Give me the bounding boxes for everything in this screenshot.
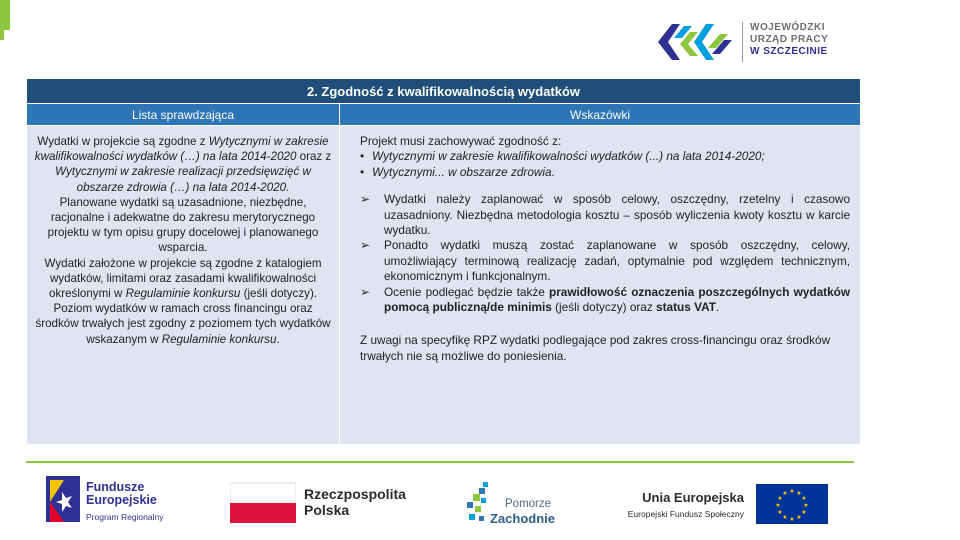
svg-text:★: ★	[777, 509, 783, 516]
hints-arrow-item	[360, 238, 850, 284]
checklist-paragraph: Planowane wydatki są uzasadnione, niezbędne, racjonalne i adekwatne do zakresu merytorycznego projektu w tym opisu grupy docelowej i planowanego wsparcia.	[47, 195, 319, 255]
wup-logo	[650, 14, 860, 70]
pz-mark-icon	[463, 480, 493, 528]
fe-subtitle: Program Regionalny	[86, 512, 164, 522]
eu-title-line: Unia Europejska	[642, 490, 744, 505]
polish-flag-icon	[230, 481, 296, 525]
text: Wydatki założone w projekcie są zgodne z katalogiem wydatków, limitami oraz zasadami kwalifikowalności określonymi w	[44, 256, 322, 301]
text: .	[276, 332, 280, 346]
checklist-paragraph	[33, 134, 333, 195]
svg-text:★: ★	[796, 490, 802, 497]
text: Poziom wydatków w ramach cross financingu oraz środków trwałych jest zgodny z poziomem tych wydatków wskazanym w	[35, 302, 331, 346]
rp-title	[304, 486, 406, 518]
hints-arrow-item	[360, 285, 850, 316]
checklist-table	[26, 78, 861, 445]
table-title: 2. Zgodność z kwalifikowalnością wydatków	[27, 79, 861, 104]
arrow-bullet-icon: ➢	[360, 284, 370, 299]
rp-title-line: Rzeczpospolita	[304, 486, 406, 502]
text-italic: Wytycznymi w zakresie realizacji przedsięwzięć w obszarze zdrowia (…) na lata 2014-2020.	[55, 165, 311, 194]
hints-arrow-item	[360, 192, 850, 238]
fe-title-line: Fundusze	[86, 480, 145, 494]
svg-text:★: ★	[789, 488, 795, 495]
svg-text:★: ★	[777, 495, 783, 502]
wup-logo-mark-icon	[650, 14, 740, 70]
wup-logo-text	[750, 22, 828, 58]
checklist-paragraph	[33, 301, 333, 347]
text-bold: status VAT	[656, 300, 716, 315]
wup-logo-line: W SZCZECINIE	[750, 46, 828, 57]
eu-flag-icon	[756, 484, 828, 524]
column-header-hints: Wskazówki	[340, 104, 861, 126]
hints-outro: Z uwagi na specyfikę RPZ wydatki podlegające pod zakres cross-financingu oraz środków trwałych nie są możliwe do poniesienia.	[360, 333, 831, 363]
svg-text:★: ★	[801, 495, 807, 502]
hints-bullet	[360, 149, 850, 164]
rp-title-line: Polska	[304, 502, 350, 518]
text-italic: Regulaminie konkursu	[161, 332, 277, 346]
fundusze-europejskie-logo	[44, 472, 184, 530]
rzeczpospolita-polska-logo	[230, 481, 430, 527]
svg-text:★: ★	[801, 509, 807, 516]
column-header-checklist: Lista sprawdzająca	[27, 104, 340, 126]
text-italic: Regulaminie konkursu	[125, 287, 241, 301]
text: Wydatki w projekcie są zgodne z	[37, 135, 209, 148]
accent-bar-small	[0, 30, 4, 40]
pz-title-line: Pomorze	[505, 498, 552, 510]
svg-text:★: ★	[782, 490, 788, 497]
text-italic: Wytycznymi... w obszarze zdrowia.	[372, 164, 555, 179]
text: Ponadto wydatki muszą zostać zaplanowane w sposób oszczędny, celowy, umożliwiający terminową realizację zadań, optymalnie pod względem technicznym, ekonomicznym i funkcjonalnym.	[384, 238, 851, 284]
text: Wydatki należy zaplanować w sposób celowy, oszczędny, rzetelny i czasowo uzasadniony. Niezbędna metodologia kosztu – sposób wyliczenia kwoty kosztu w karcie wydatku.	[384, 192, 851, 238]
svg-text:★: ★	[782, 514, 788, 521]
text-italic: Wytycznymi w zakresie kwalifikowalności wydatków (...) na lata 2014-2020;	[372, 149, 765, 164]
checklist-cell	[27, 126, 340, 445]
arrow-bullet-icon: ➢	[360, 192, 370, 207]
svg-text:★: ★	[803, 502, 809, 509]
fe-title	[86, 481, 157, 507]
checklist-paragraph	[33, 256, 333, 302]
fe-star-icon	[44, 472, 82, 526]
text: (jeśli dotyczy) oraz	[551, 300, 657, 315]
pomorze-zachodnie-logo	[463, 480, 563, 528]
svg-text:★: ★	[796, 514, 802, 521]
wup-logo-line: WOJEWÓDZKI	[750, 22, 825, 33]
arrow-bullet-icon: ➢	[360, 238, 370, 253]
logo-separator	[742, 22, 743, 62]
footer-divider	[26, 461, 854, 463]
hints-bullet	[360, 165, 850, 180]
hints-cell	[340, 126, 861, 445]
svg-text:★: ★	[789, 516, 795, 523]
eu-subtitle: Europejski Fundusz Społeczny	[627, 509, 744, 519]
text: .	[715, 300, 720, 315]
text-bold: prawidłowość oznaczenia poszczególnych wydatków pomocą publiczną/de minimis	[384, 284, 851, 315]
text: (jeśli dotyczy).	[240, 287, 318, 301]
eu-title	[614, 490, 744, 519]
text-italic: Wytycznymi w zakresie kwalifikowalności wydatków (…) na lata 2014-2020	[34, 135, 329, 164]
hints-intro: Projekt musi zachowywać zgodność z:	[360, 134, 562, 148]
text: oraz z	[296, 150, 332, 164]
text: Ocenie podlegać będzie także	[384, 284, 549, 299]
wup-logo-line: URZĄD PRACY	[750, 34, 829, 45]
pz-title-line: Zachodnie	[490, 511, 556, 526]
svg-text:★: ★	[775, 502, 781, 509]
fe-title-line: Europejskie	[86, 493, 157, 507]
accent-bar	[0, 0, 10, 30]
